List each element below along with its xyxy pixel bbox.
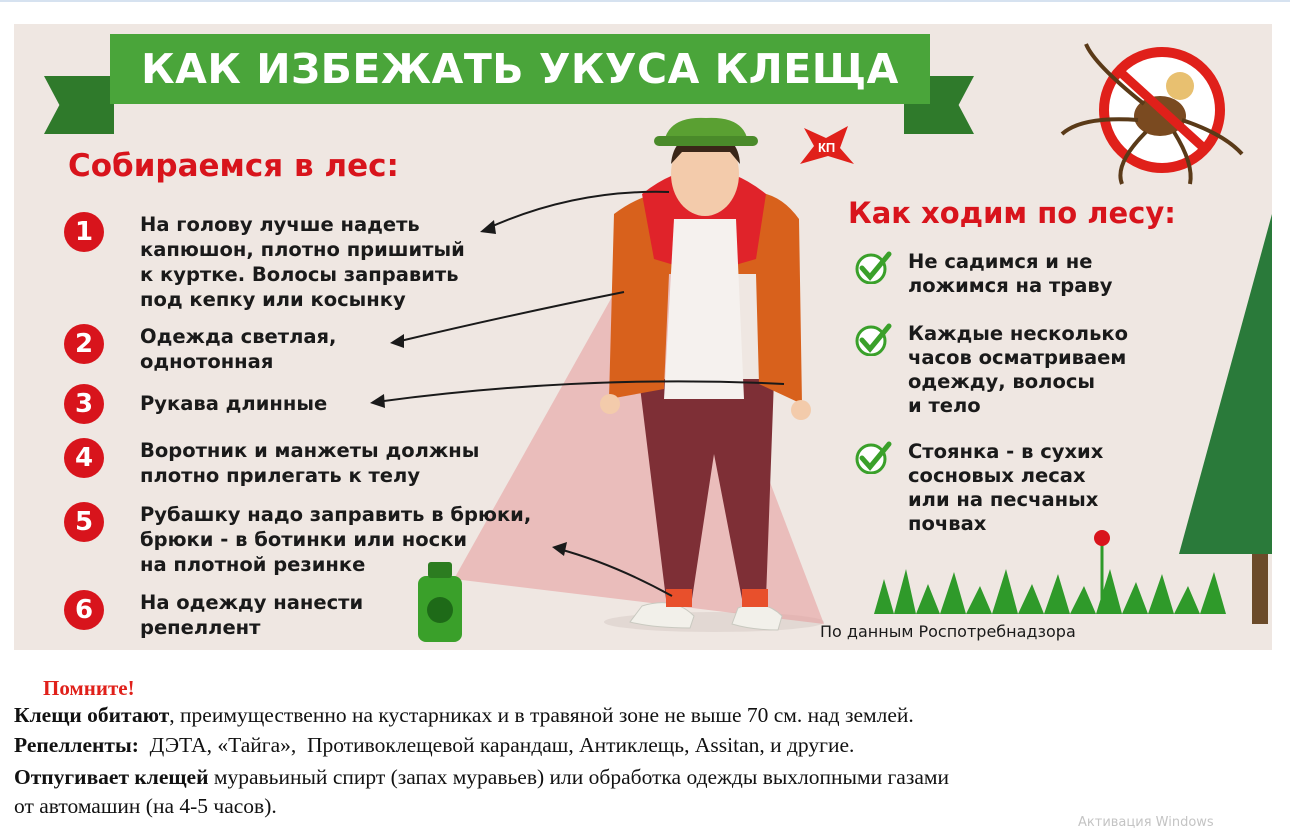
note-deterrent-text: муравьиный спирт (запах муравьев) или обработка одежды выхлопными газами (208, 765, 949, 789)
note-habitat (14, 703, 914, 728)
rule-text (908, 440, 1103, 536)
tip-line: Воротник и манжеты должны (140, 439, 480, 462)
tip-number: 4 (64, 438, 104, 478)
tip-line: под кепку или косынку (140, 288, 406, 311)
person-cap-visor (654, 136, 758, 146)
rule-text (908, 250, 1112, 298)
tip-line: Одежда светлая, (140, 325, 337, 348)
tick-infographic (14, 24, 1272, 650)
rule-line: Каждые несколько (908, 322, 1129, 345)
kp-logo (796, 124, 856, 172)
person-hand-right (791, 400, 811, 420)
left-heading: Собираемся в лес: (68, 148, 399, 184)
remember-heading: Помните! (43, 676, 135, 700)
rule-text (908, 322, 1128, 418)
source-caption: По данным Роспотребнадзора (820, 622, 1076, 641)
arrow-2-head (390, 334, 404, 348)
tip-line: к куртке. Волосы заправить (140, 263, 459, 286)
rule-item (854, 322, 1128, 418)
tip-text (140, 590, 363, 640)
person-sock-left (666, 589, 692, 607)
tip-item (64, 438, 479, 488)
title-banner (110, 34, 930, 104)
checkmark-icon (854, 250, 892, 284)
tip-line: на плотной резинке (140, 553, 366, 576)
arrow-3-head (370, 394, 385, 408)
tree (1179, 214, 1272, 554)
checkmark-icon (854, 322, 892, 356)
tip-number: 5 (64, 502, 104, 542)
tip-line: На одежду нанести (140, 591, 364, 614)
tip-item (64, 324, 336, 374)
note-deterrent (14, 765, 949, 790)
note-repellents-text: ДЭТА, «Тайга», Противоклещевой карандаш, Антиклещь, Assitan, и другие. (138, 733, 855, 757)
person-shirt (664, 219, 744, 399)
tip-line: репеллент (140, 616, 261, 639)
tree-trunk (1252, 554, 1268, 624)
rule-line: или на песчаных (908, 488, 1099, 511)
arrow-1-head (480, 220, 496, 234)
note-habitat-bold: Клещи обитают (14, 703, 170, 727)
note-repellents-bold: Репелленты: (14, 733, 139, 757)
note-repellents (14, 733, 854, 758)
rule-line: почвах (908, 512, 987, 535)
tip-item (64, 590, 363, 640)
note-deterrent-bold: Отпугивает клещей (14, 765, 209, 789)
rule-line: Не садимся и не (908, 250, 1093, 273)
grass (874, 569, 1226, 614)
tip-text (140, 438, 479, 488)
rule-line: и тело (908, 394, 981, 417)
person-hand-left (600, 394, 620, 414)
rule-item (854, 440, 1103, 536)
tip-text (140, 324, 336, 374)
person-sock-right (742, 589, 768, 607)
tip-text (140, 502, 531, 577)
tip-line: брюки - в ботинки или носки (140, 528, 468, 551)
rule-line: сосновых лесах (908, 464, 1086, 487)
right-heading: Как ходим по лесу: (848, 196, 1176, 230)
tip-text (140, 212, 465, 312)
tick-head (1166, 72, 1194, 100)
tip-number: 3 (64, 384, 104, 424)
note-deterrent-cont: от автомашин (на 4-5 часов). (14, 794, 277, 818)
rule-line: часов осматриваем (908, 346, 1127, 369)
tip-number: 6 (64, 590, 104, 630)
tip-line: капюшон, плотно пришитый (140, 238, 465, 261)
rule-line: ложимся на траву (908, 274, 1113, 297)
tip-number: 1 (64, 212, 104, 252)
repellent-label (427, 597, 453, 623)
tip-line: плотно прилегать к телу (140, 464, 421, 487)
rule-line: Стоянка - в сухих (908, 440, 1104, 463)
tip-line: На голову лучше надеть (140, 213, 420, 236)
tip-item (64, 384, 327, 424)
note-habitat-text: , преимущественно на кустарниках и в травяной зоне не выше 70 см. над землей. (169, 703, 914, 727)
checkmark-icon (854, 440, 892, 474)
tip-line: Рукава длинные (140, 392, 328, 415)
tip-item (64, 502, 531, 577)
tip-text (140, 391, 327, 416)
rule-line: одежду, волосы (908, 370, 1096, 393)
tip-line: однотонная (140, 350, 274, 373)
rule-item (854, 250, 1112, 298)
tip-number: 2 (64, 324, 104, 364)
kp-logo-text: КП (818, 140, 836, 155)
poster-title: КАК ИЗБЕЖАТЬ УКУСА КЛЕЩА (141, 45, 899, 93)
os-activation-watermark: Активация Windows (1078, 815, 1214, 830)
tip-line: Рубашку надо заправить в брюки, (140, 503, 532, 526)
tip-item (64, 212, 465, 312)
